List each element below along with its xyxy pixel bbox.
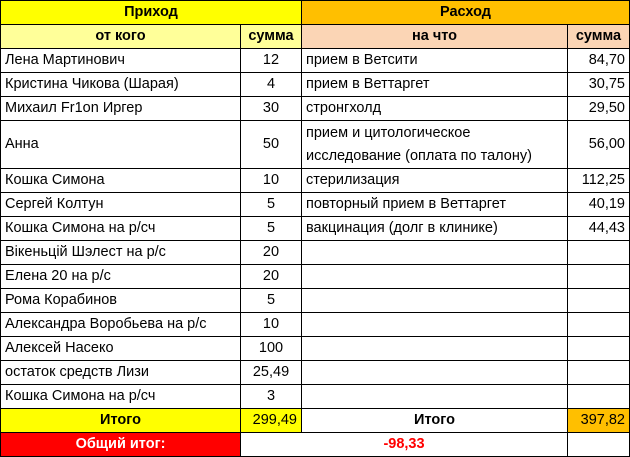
income-name: Вікеньцій Шэлест на р/с	[1, 241, 241, 265]
expense-item-empty	[302, 361, 568, 385]
table-row	[1, 313, 630, 337]
expense-item: вакцинация (долг в клинике)	[302, 217, 568, 241]
section-header-row	[1, 1, 630, 25]
income-name: Лена Мартинович	[1, 49, 241, 73]
expense-sum: 40,19	[568, 193, 630, 217]
income-name: Анна	[1, 121, 241, 169]
column-header-row	[1, 25, 630, 49]
income-sum: 5	[241, 193, 302, 217]
grand-total-label: Общий итог:	[1, 433, 241, 457]
expense-sum-empty	[568, 385, 630, 409]
expense-sum-empty	[568, 337, 630, 361]
income-name: Михаил Fr1on Иргер	[1, 97, 241, 121]
income-total-value: 299,49	[241, 409, 302, 433]
expense-item: стерилизация	[302, 169, 568, 193]
income-sum: 20	[241, 265, 302, 289]
income-name: Кристина Чикова (Шарая)	[1, 73, 241, 97]
expense-item-empty	[302, 313, 568, 337]
table-row	[1, 265, 630, 289]
income-sum: 20	[241, 241, 302, 265]
income-name: Кошка Симона на р/сч	[1, 217, 241, 241]
expense-sum: 56,00	[568, 121, 630, 169]
expense-sum-empty	[568, 313, 630, 337]
expense-item-empty	[302, 385, 568, 409]
table-row	[1, 73, 630, 97]
table-row	[1, 97, 630, 121]
income-name: Александра Воробьева на р/с	[1, 313, 241, 337]
table-row	[1, 241, 630, 265]
expense-col-sum: сумма	[568, 25, 630, 49]
income-sum: 30	[241, 97, 302, 121]
income-sum: 5	[241, 289, 302, 313]
expense-sum-empty	[568, 265, 630, 289]
expense-item: прием и цитологическое исследование (оплата по талону)	[302, 121, 568, 169]
expense-item-empty	[302, 337, 568, 361]
expense-total-label: Итого	[302, 409, 568, 433]
income-name: Рома Корабинов	[1, 289, 241, 313]
expense-item: повторный прием в Веттаргет	[302, 193, 568, 217]
income-title: Приход	[1, 1, 302, 25]
income-name: остаток средств Лизи	[1, 361, 241, 385]
table-row	[1, 49, 630, 73]
income-sum: 3	[241, 385, 302, 409]
income-sum: 10	[241, 313, 302, 337]
income-col-sum: сумма	[241, 25, 302, 49]
table-row	[1, 169, 630, 193]
expense-sum: 44,43	[568, 217, 630, 241]
income-col-from: от кого	[1, 25, 241, 49]
expense-item-empty	[302, 241, 568, 265]
grand-total-row	[1, 433, 630, 457]
table-row	[1, 385, 630, 409]
table-row	[1, 361, 630, 385]
income-sum: 10	[241, 169, 302, 193]
expense-sum: 112,25	[568, 169, 630, 193]
expense-col-for: на что	[302, 25, 568, 49]
income-sum: 100	[241, 337, 302, 361]
income-sum: 50	[241, 121, 302, 169]
income-name: Елена 20 на р/с	[1, 265, 241, 289]
expense-item: стронгхолд	[302, 97, 568, 121]
expense-item: прием в Веттаргет	[302, 73, 568, 97]
expense-sum-empty	[568, 361, 630, 385]
income-sum: 12	[241, 49, 302, 73]
grand-total-value: -98,33	[241, 433, 568, 457]
table-row	[1, 217, 630, 241]
expense-sum: 29,50	[568, 97, 630, 121]
table-row	[1, 337, 630, 361]
table-row	[1, 121, 630, 169]
expense-item: прием в Ветсити	[302, 49, 568, 73]
expense-item-empty	[302, 289, 568, 313]
expense-title: Расход	[302, 1, 630, 25]
expense-item-empty	[302, 265, 568, 289]
income-sum: 4	[241, 73, 302, 97]
income-name: Сергей Колтун	[1, 193, 241, 217]
income-total-label: Итого	[1, 409, 241, 433]
expense-total-value: 397,82	[568, 409, 630, 433]
table-row	[1, 289, 630, 313]
expense-sum: 30,75	[568, 73, 630, 97]
income-name: Алексей Насеко	[1, 337, 241, 361]
income-sum: 5	[241, 217, 302, 241]
income-sum: 25,49	[241, 361, 302, 385]
totals-row	[1, 409, 630, 433]
grand-total-empty	[568, 433, 630, 457]
income-name: Кошка Симона	[1, 169, 241, 193]
expense-sum-empty	[568, 241, 630, 265]
table-row	[1, 193, 630, 217]
expense-sum-empty	[568, 289, 630, 313]
expense-sum: 84,70	[568, 49, 630, 73]
income-name: Кошка Симона на р/сч	[1, 385, 241, 409]
